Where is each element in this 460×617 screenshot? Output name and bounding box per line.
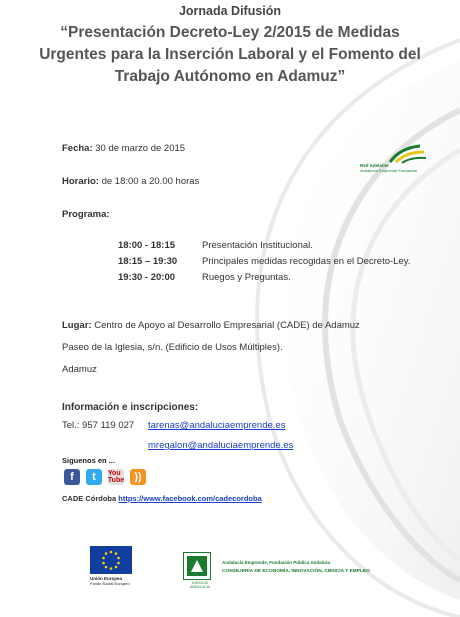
title-line-3: Trabajo Autónomo en Adamuz” [114,68,346,85]
title-line-1: “Presentación Decreto-Ley 2/2015 de Medidas [60,24,400,41]
fecha-value: 30 de marzo de 2015 [95,143,186,154]
fecha-row [62,143,185,154]
program-time: 19:30 - 20:00 [118,272,176,283]
junta-logo [183,552,217,589]
cade-label: CADE Córdoba [62,494,117,503]
cade-row [62,494,262,503]
horario-label: Horario: [62,176,99,187]
lugar-line-1: Centro de Apoyo al Desarrollo Empresarial (CADE) de Adamuz [94,320,360,331]
info-label: Información e inscripciones: [62,402,199,413]
program-row [0,256,460,270]
rss-icon[interactable]: )) [130,469,146,485]
event-title [20,22,440,88]
info-phone: Tel.: 957 119 027 [62,420,135,431]
junta-text-2: CONSEJERÍA DE ECONOMÍA, INNOVACIÓN, CIENCIA Y EMPLEO [222,569,370,574]
email-link-1[interactable]: tarenas@andaluciaemprende.es [148,420,286,431]
junta-emblem-icon [183,552,211,580]
email-link-2[interactable]: mregalon@andaluciaemprende.es [148,440,294,451]
title-line-2: Urgentes para la Inserción Laboral y el Fomento del [39,46,421,63]
lugar-row [62,320,360,331]
program-time: 18:00 - 18:15 [118,240,176,251]
horario-value: de 18:00 a 20.00 horas [101,176,200,187]
logo-text-2: Andalucía Emprende Fundación [360,168,418,173]
eu-flag-icon [90,546,132,574]
program-desc: Presentación Institucional. [202,240,313,251]
youtube-icon[interactable]: You Tube [107,470,125,484]
program-desc: Principales medidas recogidas en el Decreto-Ley. [202,256,411,267]
eu-text-2: Fondo Social Europeo [90,581,130,586]
program-desc: Ruegos y Preguntas. [202,272,291,283]
junta-small-text: JUNTA DE ANDALUCIA [189,581,211,589]
program-row [0,240,460,254]
junta-text-1: Andalucía Emprende, Fundación Pública Andaluza [222,560,331,565]
programa-label: Programa: [62,209,110,220]
horario-row [62,176,199,187]
lugar-line-3: Adamuz [62,364,97,375]
program-time: 18:15 – 19:30 [118,256,178,267]
social-icons [64,469,146,485]
cade-facebook-link[interactable]: https://www.facebook.com/cadecordoba [118,494,262,503]
eu-logo [90,546,140,586]
logo-text-1: Red Adelante [360,163,389,168]
eu-text-1: Unión Europea [90,576,123,581]
lugar-line-2: Paseo de la Iglesia, s/n. (Edificio de Usos Múltiples). [62,342,283,353]
siguenos-label: Siguenos en ... [62,456,115,465]
fecha-label: Fecha: [62,143,93,154]
facebook-icon[interactable]: f [64,469,80,485]
program-row [0,272,460,286]
lugar-label: Lugar: [62,320,92,331]
event-org-label: Jornada Difusión [178,4,282,18]
andalucia-emprende-logo [360,144,428,174]
twitter-icon[interactable]: t [86,469,102,485]
